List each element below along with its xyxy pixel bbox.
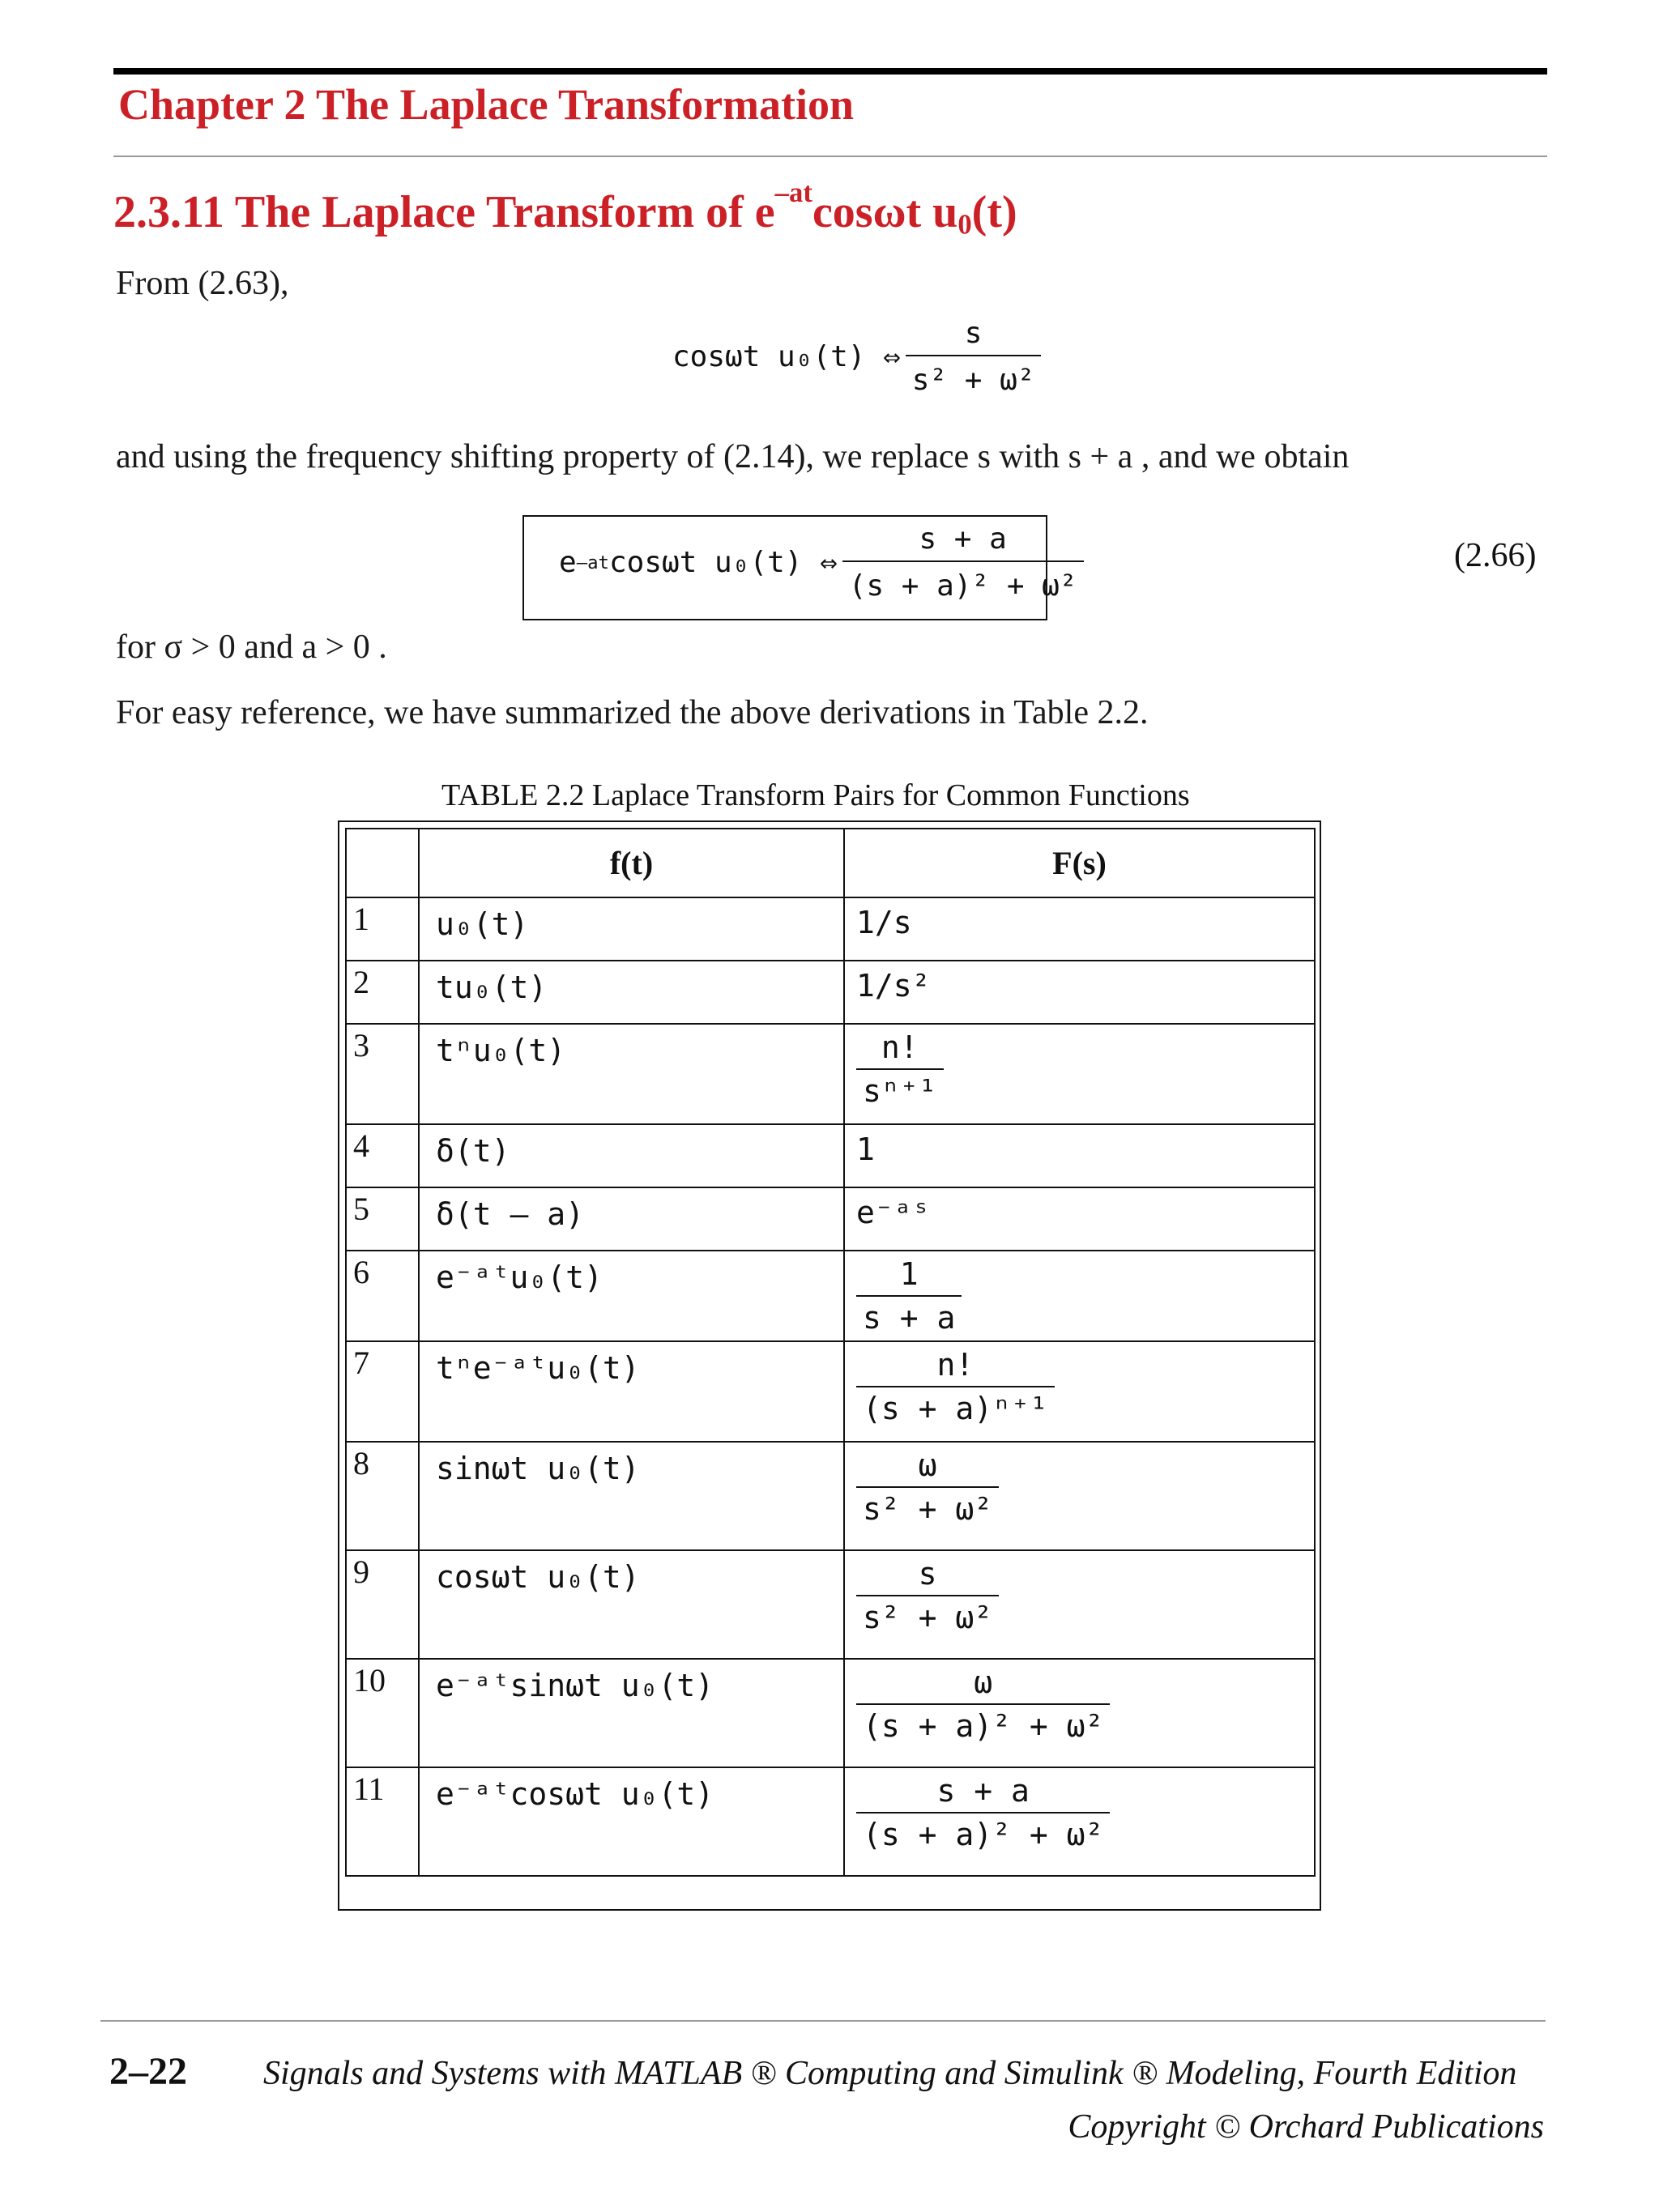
laplace-transform: e⁻ᵃˢ [844,1187,1315,1251]
equation-2-66: e –at cosωt u₀(t) ⇔ $\frac{s + a}{\text{(s + a)² + ω²}}$ [559,523,1089,602]
time-function: u₀(t) [419,897,844,961]
eq2-lhs-rest: cosωt u₀(t) ⇔ [609,546,838,580]
table-row [346,1341,1315,1442]
laplace-transform: 1 [844,1124,1315,1187]
row-number: 5 [346,1187,419,1251]
transform-fraction [856,1666,1110,1744]
time-function: e⁻ᵃᵗsinωt u₀(t) [419,1659,844,1767]
time-function: cosωt u₀(t) [419,1550,844,1659]
chapter-title: Chapter 2 The Laplace Transformation [118,80,855,129]
transform-fraction [856,1558,999,1635]
top-rule [113,68,1547,75]
table-row [346,961,1315,1024]
section-title-text: 2.3.11 The Laplace Transform of [113,187,755,237]
copyright: Copyright © Orchard Publications [1068,2108,1544,2146]
table-row [346,1659,1315,1767]
chapter-rule [113,156,1547,157]
transform-fraction [856,1449,999,1527]
table-row [346,1767,1315,1876]
section-func-e: e [754,187,775,237]
table-row [346,1187,1315,1251]
laplace-transform [844,1659,1315,1767]
from-text: From (2.63), [116,265,289,302]
laplace-transform: 1/s² [844,961,1315,1024]
transform-numerator: s [918,1556,937,1592]
table-header-row [346,829,1315,897]
row-number: 10 [346,1659,419,1767]
transform-denominator: (s + a)² + ω² [856,1703,1110,1744]
header-index [346,829,419,897]
transform-numerator: 1 [899,1256,919,1292]
replace-text: and using the frequency shifting property of (2.14), we replace s with s + a , and we obtain [116,438,1350,475]
table-row [346,1251,1315,1341]
transform-numerator: n! [881,1029,919,1065]
condition-text: for σ > 0 and a > 0 . [116,629,387,666]
transform-denominator: s² + ω² [856,1486,999,1527]
equation-cos-transform [672,318,1046,396]
row-number: 2 [346,961,419,1024]
transform-fraction [856,1258,962,1336]
transform-denominator: sⁿ⁺¹ [856,1068,944,1109]
time-function: e⁻ᵃᵗcosωt u₀(t) [419,1767,844,1876]
header-f: f(t) [419,829,844,897]
section-func-arg: (t) [971,187,1017,237]
laplace-pairs-table [345,828,1316,1877]
eq1-denominator: s² + ω² [906,355,1042,397]
transform-numerator: ω [974,1664,993,1700]
row-number: 7 [346,1341,419,1442]
header-F: F(s) [844,829,1315,897]
laplace-transform: 1/s [844,897,1315,961]
laplace-transform [844,1024,1315,1124]
transform-fraction [856,1775,1110,1852]
time-function: tⁿu₀(t) [419,1024,844,1124]
time-function: tⁿe⁻ᵃᵗu₀(t) [419,1341,844,1442]
row-number: 11 [346,1767,419,1876]
laplace-transform [844,1251,1315,1341]
section-func-sub: 0 [957,208,972,241]
row-number: 3 [346,1024,419,1124]
table-row [346,1442,1315,1550]
time-function: δ(t – a) [419,1187,844,1251]
laplace-transform [844,1442,1315,1550]
time-function: δ(t) [419,1124,844,1187]
transform-numerator: ω [918,1447,937,1483]
transform-denominator: (s + a)ⁿ⁺¹ [856,1386,1055,1426]
row-number: 1 [346,897,419,961]
table-row [346,1550,1315,1659]
footer-rule [100,2020,1546,2022]
transform-denominator: s + a [856,1295,962,1336]
transform-fraction [856,1349,1055,1426]
section-func-exp: –at [774,176,812,208]
row-number: 4 [346,1124,419,1187]
transform-denominator: s² + ω² [856,1595,999,1635]
time-function: e⁻ᵃᵗu₀(t) [419,1251,844,1341]
section-heading [113,176,1017,241]
laplace-transform [844,1550,1315,1659]
book-title: Signals and Systems with MATLAB ® Computing and Simulink ® Modeling, Fourth Edition [263,2055,1517,2092]
page-number: 2–22 [109,2050,187,2093]
eq2-numerator: s + a [919,522,1007,556]
row-number: 6 [346,1251,419,1341]
section-func-rest: cosωt u [812,187,958,237]
eq2-fraction [842,523,1084,602]
table-caption: TABLE 2.2 Laplace Transform Pairs for Common Functions [441,778,1190,812]
row-number: 8 [346,1442,419,1550]
table-row [346,1124,1315,1187]
transform-fraction [856,1031,944,1109]
eq2-lhs-e: e [559,546,577,580]
eq2-denominator: (s + a)² + ω² [842,560,1084,603]
laplace-transform [844,1767,1315,1876]
eq1-fraction [906,318,1042,396]
time-function: sinωt u₀(t) [419,1442,844,1550]
reference-text: For easy reference, we have summarized the above derivations in Table 2.2. [116,694,1149,731]
equation-number: (2.66) [1454,537,1537,574]
transform-numerator: s + a [936,1773,1030,1809]
table-body [346,897,1315,1876]
transform-denominator: (s + a)² + ω² [856,1812,1110,1852]
laplace-transform [844,1341,1315,1442]
table-frame [338,820,1321,1911]
transform-numerator: n! [936,1347,975,1383]
eq1-numerator: s [964,317,983,350]
eq1-lhs: cosωt u₀(t) ⇔ [672,340,901,374]
table-row [346,1024,1315,1124]
table-row [346,897,1315,961]
time-function: tu₀(t) [419,961,844,1024]
row-number: 9 [346,1550,419,1659]
